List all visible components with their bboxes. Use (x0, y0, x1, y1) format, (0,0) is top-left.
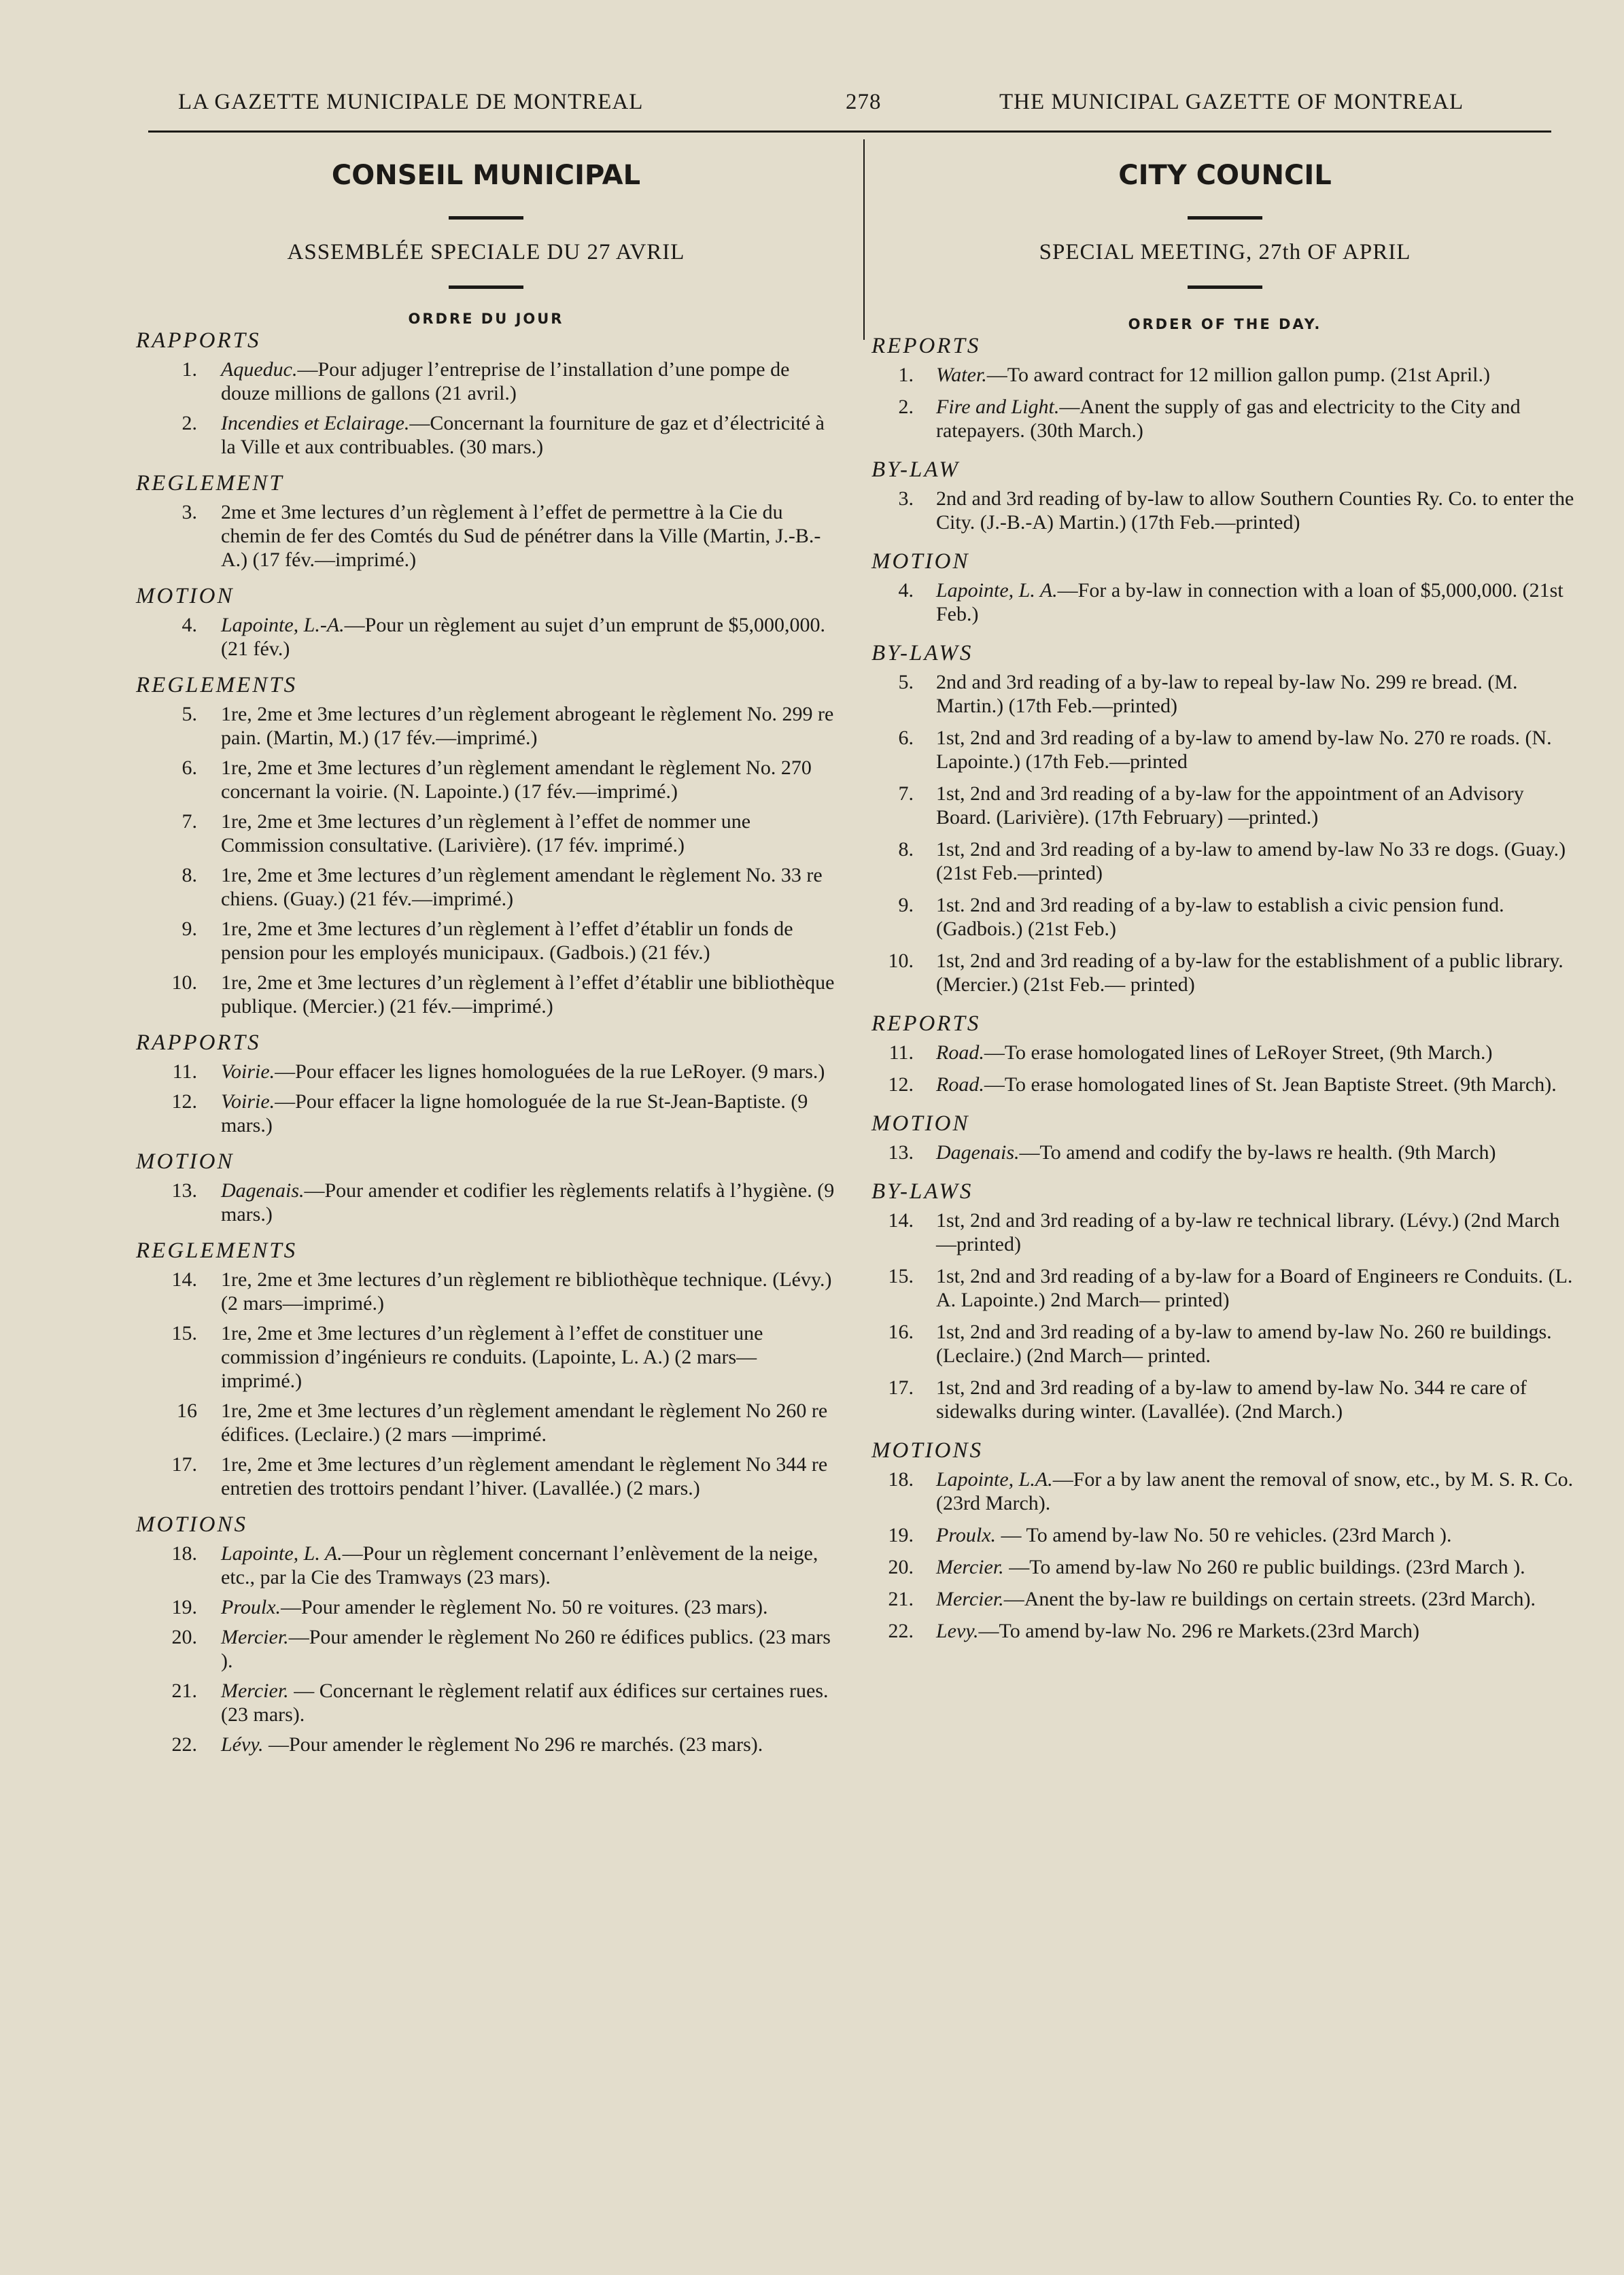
item-text (221, 1595, 836, 1619)
item-text (221, 1625, 836, 1673)
agenda-item (136, 1321, 836, 1393)
item-text (221, 613, 836, 661)
item-text (221, 358, 836, 405)
item-text (221, 1179, 836, 1226)
item-text (936, 782, 1578, 829)
item-body: 1st, 2nd and 3rd reading of a by-law for the establishment of a public library. (Mercier.) (21st Feb.— printed) (936, 950, 1563, 996)
agenda-item (871, 1619, 1578, 1643)
item-body: 2nd and 3rd reading of by-law to allow Southern Counties Ry. Co. to enter the City. (J.-B.-A) Martin.) (17th Feb.—printed) (936, 487, 1574, 534)
item-number: 10. (888, 950, 914, 972)
item-lead: Aqueduc. (221, 358, 298, 381)
item-body: —Pour amender le règlement No. 50 re voitures. (23 mars). (281, 1596, 768, 1618)
agenda-item (871, 1320, 1578, 1368)
item-body: —To amend by-law No 260 re public buildings. (23rd March ). (1003, 1556, 1525, 1578)
item-body: 1re, 2me et 3me lectures d’un règlement abrogeant le règlement No. 299 re pain. (Martin, M.) (17 fév.—imprimé.) (221, 703, 834, 749)
item-number: 2. (898, 396, 914, 418)
agenda-item (136, 1453, 836, 1500)
item-number: 2. (182, 412, 197, 434)
agenda-item (136, 1595, 836, 1619)
item-body: —Pour un règlement concernant l’enlèvement de la neige, etc., par la Cie des Tramways (23 mars). (221, 1542, 818, 1588)
french-column (136, 155, 836, 1756)
agenda-item (136, 1179, 836, 1226)
item-text (936, 1468, 1578, 1515)
item-lead: Voirie. (221, 1060, 275, 1083)
item-lead: Mercier. (221, 1680, 289, 1702)
item-body: 1st, 2nd and 3rd reading of a by-law re technical library. (Lévy.) (2nd March—printed) (936, 1209, 1560, 1255)
item-number: 7. (182, 810, 197, 833)
meeting-rule (449, 285, 523, 289)
agenda-item (871, 1041, 1578, 1064)
item-number: 22. (171, 1733, 197, 1756)
item-number: 4. (898, 579, 914, 602)
agenda-item (136, 1399, 836, 1446)
item-text (221, 1733, 836, 1756)
item-body: —Anent the supply of gas and electricity to the City and ratepayers. (30th March.) (936, 396, 1521, 442)
agenda-item (136, 1060, 836, 1083)
title-rule (449, 216, 523, 220)
item-body: 1st. 2nd and 3rd reading of a by-law to establish a civic pension fund. (Gadbois.) (21st Feb.) (936, 894, 1504, 940)
item-body: 2nd and 3rd reading of a by-law to repeal by-law No. 299 re bread. (M. Martin.) (17th Feb.—printed) (936, 671, 1518, 717)
running-head (0, 90, 1624, 117)
item-number: 3. (898, 487, 914, 510)
item-body: —For a by law anent the removal of snow, etc., by M. S. R. Co. (23rd March). (936, 1468, 1574, 1514)
item-number: 12. (888, 1073, 914, 1096)
section-heading: BY-LAWS (871, 641, 973, 665)
agenda-item (871, 1264, 1578, 1312)
agenda-item (136, 1542, 836, 1589)
item-lead: Voirie. (221, 1090, 275, 1113)
item-text (936, 487, 1578, 534)
agenda-item (871, 670, 1578, 718)
item-number: 6. (182, 757, 197, 779)
section-heading: REPORTS (871, 334, 981, 358)
item-body: —For a by-law in connection with a loan of $5,000,000. (21st Feb.) (936, 579, 1563, 625)
item-body: 1st, 2nd and 3rd reading of a by-law to amend by-law No. 260 re buildings. (Leclaire.) (2nd March— printed. (936, 1321, 1552, 1367)
agenda-item (871, 837, 1578, 885)
item-text (221, 863, 836, 911)
item-number: 13. (888, 1141, 914, 1164)
agenda-item (136, 411, 836, 459)
item-text (221, 1321, 836, 1393)
item-lead: Lapointe, L. A. (221, 1542, 343, 1565)
item-number: 7. (898, 782, 914, 805)
item-body: —To erase homologated lines of LeRoyer Street, (9th March.) (984, 1041, 1493, 1064)
item-text (936, 578, 1578, 626)
agenda-item (136, 358, 836, 405)
item-text (936, 395, 1578, 442)
item-text (221, 971, 836, 1018)
page-number: 278 (846, 90, 882, 114)
header-right-title: THE MUNICIPAL GAZETTE OF MONTREAL (999, 90, 1464, 114)
item-number: 4. (182, 614, 197, 636)
item-text (936, 1523, 1578, 1547)
item-body: —Pour amender et codifier les règlements relatifs à l’hygiène. (9 mars.) (221, 1179, 835, 1226)
item-text (936, 363, 1578, 387)
section-heading: BY-LAWS (871, 1179, 973, 1204)
item-body: 1st, 2nd and 3rd reading of a by-law for a Board of Engineers re Conduits. (L. A. Lapointe.) 2nd March— printed) (936, 1265, 1573, 1311)
item-number: 19. (171, 1596, 197, 1618)
item-number: 16. (888, 1321, 914, 1343)
item-lead: Mercier. (221, 1626, 289, 1648)
agenda-item (871, 363, 1578, 387)
item-number: 16 (177, 1400, 197, 1422)
agenda-item (871, 893, 1578, 941)
item-text (221, 1268, 836, 1315)
item-body: 1re, 2me et 3me lectures d’un règlement amendant le règlement No. 270 concernant la voirie. (N. Lapointe.) (17 fév.—imprimé.) (221, 757, 812, 803)
item-text (221, 756, 836, 803)
item-body: 1re, 2me et 3me lectures d’un règlement re bibliothèque technique. (Lévy.) (2 mars—imprimé.) (221, 1268, 832, 1315)
item-body: 1st, 2nd and 3rd reading of a by-law for the appointment of an Advisory Board. (Larivière). (17th February) —printed.) (936, 782, 1524, 829)
item-lead: Lévy. (221, 1733, 264, 1756)
agenda-item (136, 500, 836, 572)
agenda-item (136, 1625, 836, 1673)
agenda-item (136, 1679, 836, 1726)
item-number: 10. (171, 971, 197, 994)
item-number: 21. (888, 1588, 914, 1610)
section-heading: REGLEMENTS (136, 1238, 298, 1263)
item-number: 9. (898, 894, 914, 916)
item-lead: Incendies et Eclairage. (221, 412, 410, 434)
agenda-item (136, 1733, 836, 1756)
meeting-heading: SPECIAL MEETING, 27th OF APRIL (1039, 240, 1411, 264)
item-body: —Pour effacer les lignes homologuées de la rue LeRoyer. (9 mars.) (275, 1060, 825, 1083)
item-text (936, 1264, 1578, 1312)
agenda-item (136, 971, 836, 1018)
agenda-item (871, 1587, 1578, 1611)
item-text (936, 726, 1578, 774)
agenda-item (871, 1141, 1578, 1164)
item-number: 18. (888, 1468, 914, 1491)
item-lead: Lapointe, L.-A. (221, 614, 345, 636)
item-number: 20. (171, 1626, 197, 1648)
agenda-item (871, 1209, 1578, 1256)
item-text (221, 810, 836, 857)
item-text (221, 411, 836, 459)
agenda-item (871, 578, 1578, 626)
item-number: 20. (888, 1556, 914, 1578)
agenda-item (871, 726, 1578, 774)
section-heading: REGLEMENTS (136, 673, 298, 697)
item-text (221, 1060, 836, 1083)
agenda-item (871, 487, 1578, 534)
agenda-item (871, 1073, 1578, 1096)
item-number: 15. (171, 1322, 197, 1344)
item-text (221, 1399, 836, 1446)
item-body: 1st, 2nd and 3rd reading of a by-law to amend by-law No 33 re dogs. (Guay.) (21st Feb.—printed) (936, 838, 1566, 884)
item-body: —Pour adjuger l’entreprise de l’installation d’une pompe de douze millions de gallons (21 avril.) (221, 358, 790, 404)
item-text (221, 500, 836, 572)
english-column (871, 155, 1578, 1643)
item-text (221, 1542, 836, 1589)
item-text (936, 893, 1578, 941)
item-body: —Pour effacer la ligne homologuée de la rue St-Jean-Baptiste. (9 mars.) (221, 1090, 808, 1136)
item-body: 1st, 2nd and 3rd reading of a by-law to amend by-law No. 344 re care of sidewalks during winter. (Lavallée). (2nd March.) (936, 1376, 1527, 1423)
item-number: 5. (182, 703, 197, 725)
item-number: 8. (898, 838, 914, 861)
agenda-item (136, 756, 836, 803)
item-lead: Road. (936, 1073, 984, 1096)
item-lead: Proulx. (221, 1596, 281, 1618)
section-heading: RAPPORTS (136, 328, 261, 353)
item-body: 1re, 2me et 3me lectures d’un règlement à l’effet d’établir une bibliothèque publique. (Mercier.) (21 fév.—imprimé.) (221, 971, 835, 1018)
item-number: 15. (888, 1265, 914, 1287)
agenda-item (871, 1523, 1578, 1547)
item-number: 8. (182, 864, 197, 886)
agenda-item (871, 1468, 1578, 1515)
item-body: 1st, 2nd and 3rd reading of a by-law to amend by-law No. 270 re roads. (N. Lapointe.) (17th Feb.—printed (936, 727, 1552, 773)
item-body: 1re, 2me et 3me lectures d’un règlement amendant le règlement No 260 re édifices. (Leclaire.) (2 mars —imprimé. (221, 1400, 828, 1446)
section-heading: REGLEMENT (136, 471, 284, 496)
item-text (936, 1619, 1578, 1643)
item-number: 3. (182, 501, 197, 523)
item-text (221, 702, 836, 750)
item-lead: Mercier. (936, 1588, 1004, 1610)
item-number: 5. (898, 671, 914, 693)
agenda-item (136, 613, 836, 661)
agenda-item (136, 1090, 836, 1137)
header-left-title: LA GAZETTE MUNICIPALE DE MONTREAL (178, 90, 644, 114)
item-lead: Water. (936, 364, 987, 386)
agenda-item (136, 1268, 836, 1315)
item-body: —To award contract for 12 million gallon pump. (21st April.) (986, 364, 1491, 386)
item-body: —Anent the by-law re buildings on certain streets. (23rd March). (1003, 1588, 1536, 1610)
item-body: 2me et 3me lectures d’un règlement à l’effet de permettre à la Cie du chemin de fer des Comtés du Sud de pénétrer dans la Ville (Martin, J.-B.-A.) (17 fév.—imprimé.) (221, 501, 821, 571)
item-number: 17. (888, 1376, 914, 1399)
item-lead: Levy. (936, 1620, 979, 1642)
item-number: 14. (888, 1209, 914, 1232)
item-text (936, 1320, 1578, 1368)
item-lead: Dagenais. (936, 1141, 1020, 1164)
item-body: 1re, 2me et 3me lectures d’un règlement à l’effet de constituer une commission d’ingénieurs re conduits. (Lapointe, L. A.) (2 mars—imprimé.) (221, 1322, 763, 1392)
item-number: 1. (182, 358, 197, 381)
item-body: —To amend and codify the by-laws re health. (9th March) (1019, 1141, 1496, 1164)
order-heading: ORDRE DU JOUR (408, 311, 564, 327)
item-body: 1re, 2me et 3me lectures d’un règlement amendant le règlement No. 33 re chiens. (Guay.) (21 fév.—imprimé.) (221, 864, 823, 910)
column-divider (863, 139, 865, 340)
agenda-item (871, 1376, 1578, 1423)
title-rule (1188, 216, 1262, 220)
section-heading: RAPPORTS (136, 1030, 261, 1055)
item-lead: Mercier. (936, 1556, 1004, 1578)
item-text (936, 837, 1578, 885)
item-number: 14. (171, 1268, 197, 1291)
item-number: 22. (888, 1620, 914, 1642)
item-text (221, 1679, 836, 1726)
item-lead: Fire and Light. (936, 396, 1060, 418)
item-number: 12. (171, 1090, 197, 1113)
section-heading: REPORTS (871, 1011, 981, 1036)
item-lead: Lapointe, L. A. (936, 579, 1058, 602)
item-text (936, 1587, 1578, 1611)
meeting-heading: ASSEMBLÉE SPECIALE DU 27 AVRIL (287, 240, 685, 264)
section-heading: BY-LAW (871, 457, 960, 482)
item-number: 11. (172, 1060, 197, 1083)
item-body: —Pour amender le règlement No 296 re marchés. (23 mars). (263, 1733, 763, 1756)
item-number: 13. (171, 1179, 197, 1202)
item-text (936, 1209, 1578, 1256)
item-body: — Concernant le règlement relatif aux édifices sur certaines rues. (23 mars). (221, 1680, 829, 1726)
item-lead: Dagenais. (221, 1179, 305, 1202)
agenda-item (871, 949, 1578, 996)
item-text (221, 1090, 836, 1137)
item-text (936, 1376, 1578, 1423)
section-heading: MOTION (136, 584, 235, 608)
column-title: CONSEIL MUNICIPAL (331, 160, 641, 191)
header-rule (148, 131, 1551, 133)
item-body: 1re, 2me et 3me lectures d’un règlement amendant le règlement No 344 re entretien des trottoirs pendant l’hiver. (Lavallée.) (2 mars.) (221, 1453, 828, 1499)
item-body: 1re, 2me et 3me lectures d’un règlement à l’effet de nommer une Commission consultative. (Larivière). (17 fév. imprimé.) (221, 810, 751, 856)
agenda-item (136, 810, 836, 857)
item-text (936, 1141, 1578, 1164)
section-heading: MOTION (136, 1149, 235, 1174)
agenda-item (136, 702, 836, 750)
item-lead: Road. (936, 1041, 984, 1064)
item-lead: Lapointe, L.A. (936, 1468, 1053, 1491)
item-text (936, 1041, 1578, 1064)
item-body: —To erase homologated lines of St. Jean Baptiste Street. (9th March). (984, 1073, 1557, 1096)
agenda-item (136, 863, 836, 911)
item-number: 6. (898, 727, 914, 749)
right-sections (871, 334, 1578, 1643)
item-number: 11. (888, 1041, 914, 1064)
item-text (936, 1555, 1578, 1579)
section-heading: MOTION (871, 549, 970, 574)
item-text (936, 670, 1578, 718)
item-body: —Concernant la fourniture de gaz et d’électricité à la Ville et aux contribuables. (30 mars.) (221, 412, 825, 458)
item-number: 18. (171, 1542, 197, 1565)
item-body: — To amend by-law No. 50 re vehicles. (23rd March ). (996, 1524, 1452, 1546)
item-body: —Pour un règlement au sujet d’un emprunt de $5,000,000. (21 fév.) (221, 614, 826, 660)
item-number: 9. (182, 918, 197, 940)
order-heading: ORDER OF THE DAY. (1128, 316, 1322, 332)
item-number: 17. (171, 1453, 197, 1476)
left-sections (136, 328, 836, 1756)
item-number: 19. (888, 1524, 914, 1546)
item-text (221, 1453, 836, 1500)
agenda-item (871, 395, 1578, 442)
agenda-item (871, 1555, 1578, 1579)
column-title: CITY COUNCIL (1118, 160, 1332, 191)
item-body: 1re, 2me et 3me lectures d’un règlement à l’effet d’établir un fonds de pension pour les employés municipaux. (Gadbois.) (21 fév.) (221, 918, 793, 964)
item-text (936, 949, 1578, 996)
section-heading: MOTION (871, 1111, 970, 1136)
section-heading: MOTIONS (871, 1438, 984, 1463)
agenda-item (136, 917, 836, 965)
item-body: —Pour amender le règlement No 260 re édifices publics. (23 mars ). (221, 1626, 831, 1672)
item-text (936, 1073, 1578, 1096)
item-number: 21. (171, 1680, 197, 1702)
item-text (221, 917, 836, 965)
item-number: 1. (898, 364, 914, 386)
item-body: —To amend by-law No. 296 re Markets.(23rd March) (978, 1620, 1420, 1642)
item-lead: Proulx. (936, 1524, 997, 1546)
meeting-rule (1188, 285, 1262, 289)
section-heading: MOTIONS (136, 1512, 248, 1537)
agenda-item (871, 782, 1578, 829)
